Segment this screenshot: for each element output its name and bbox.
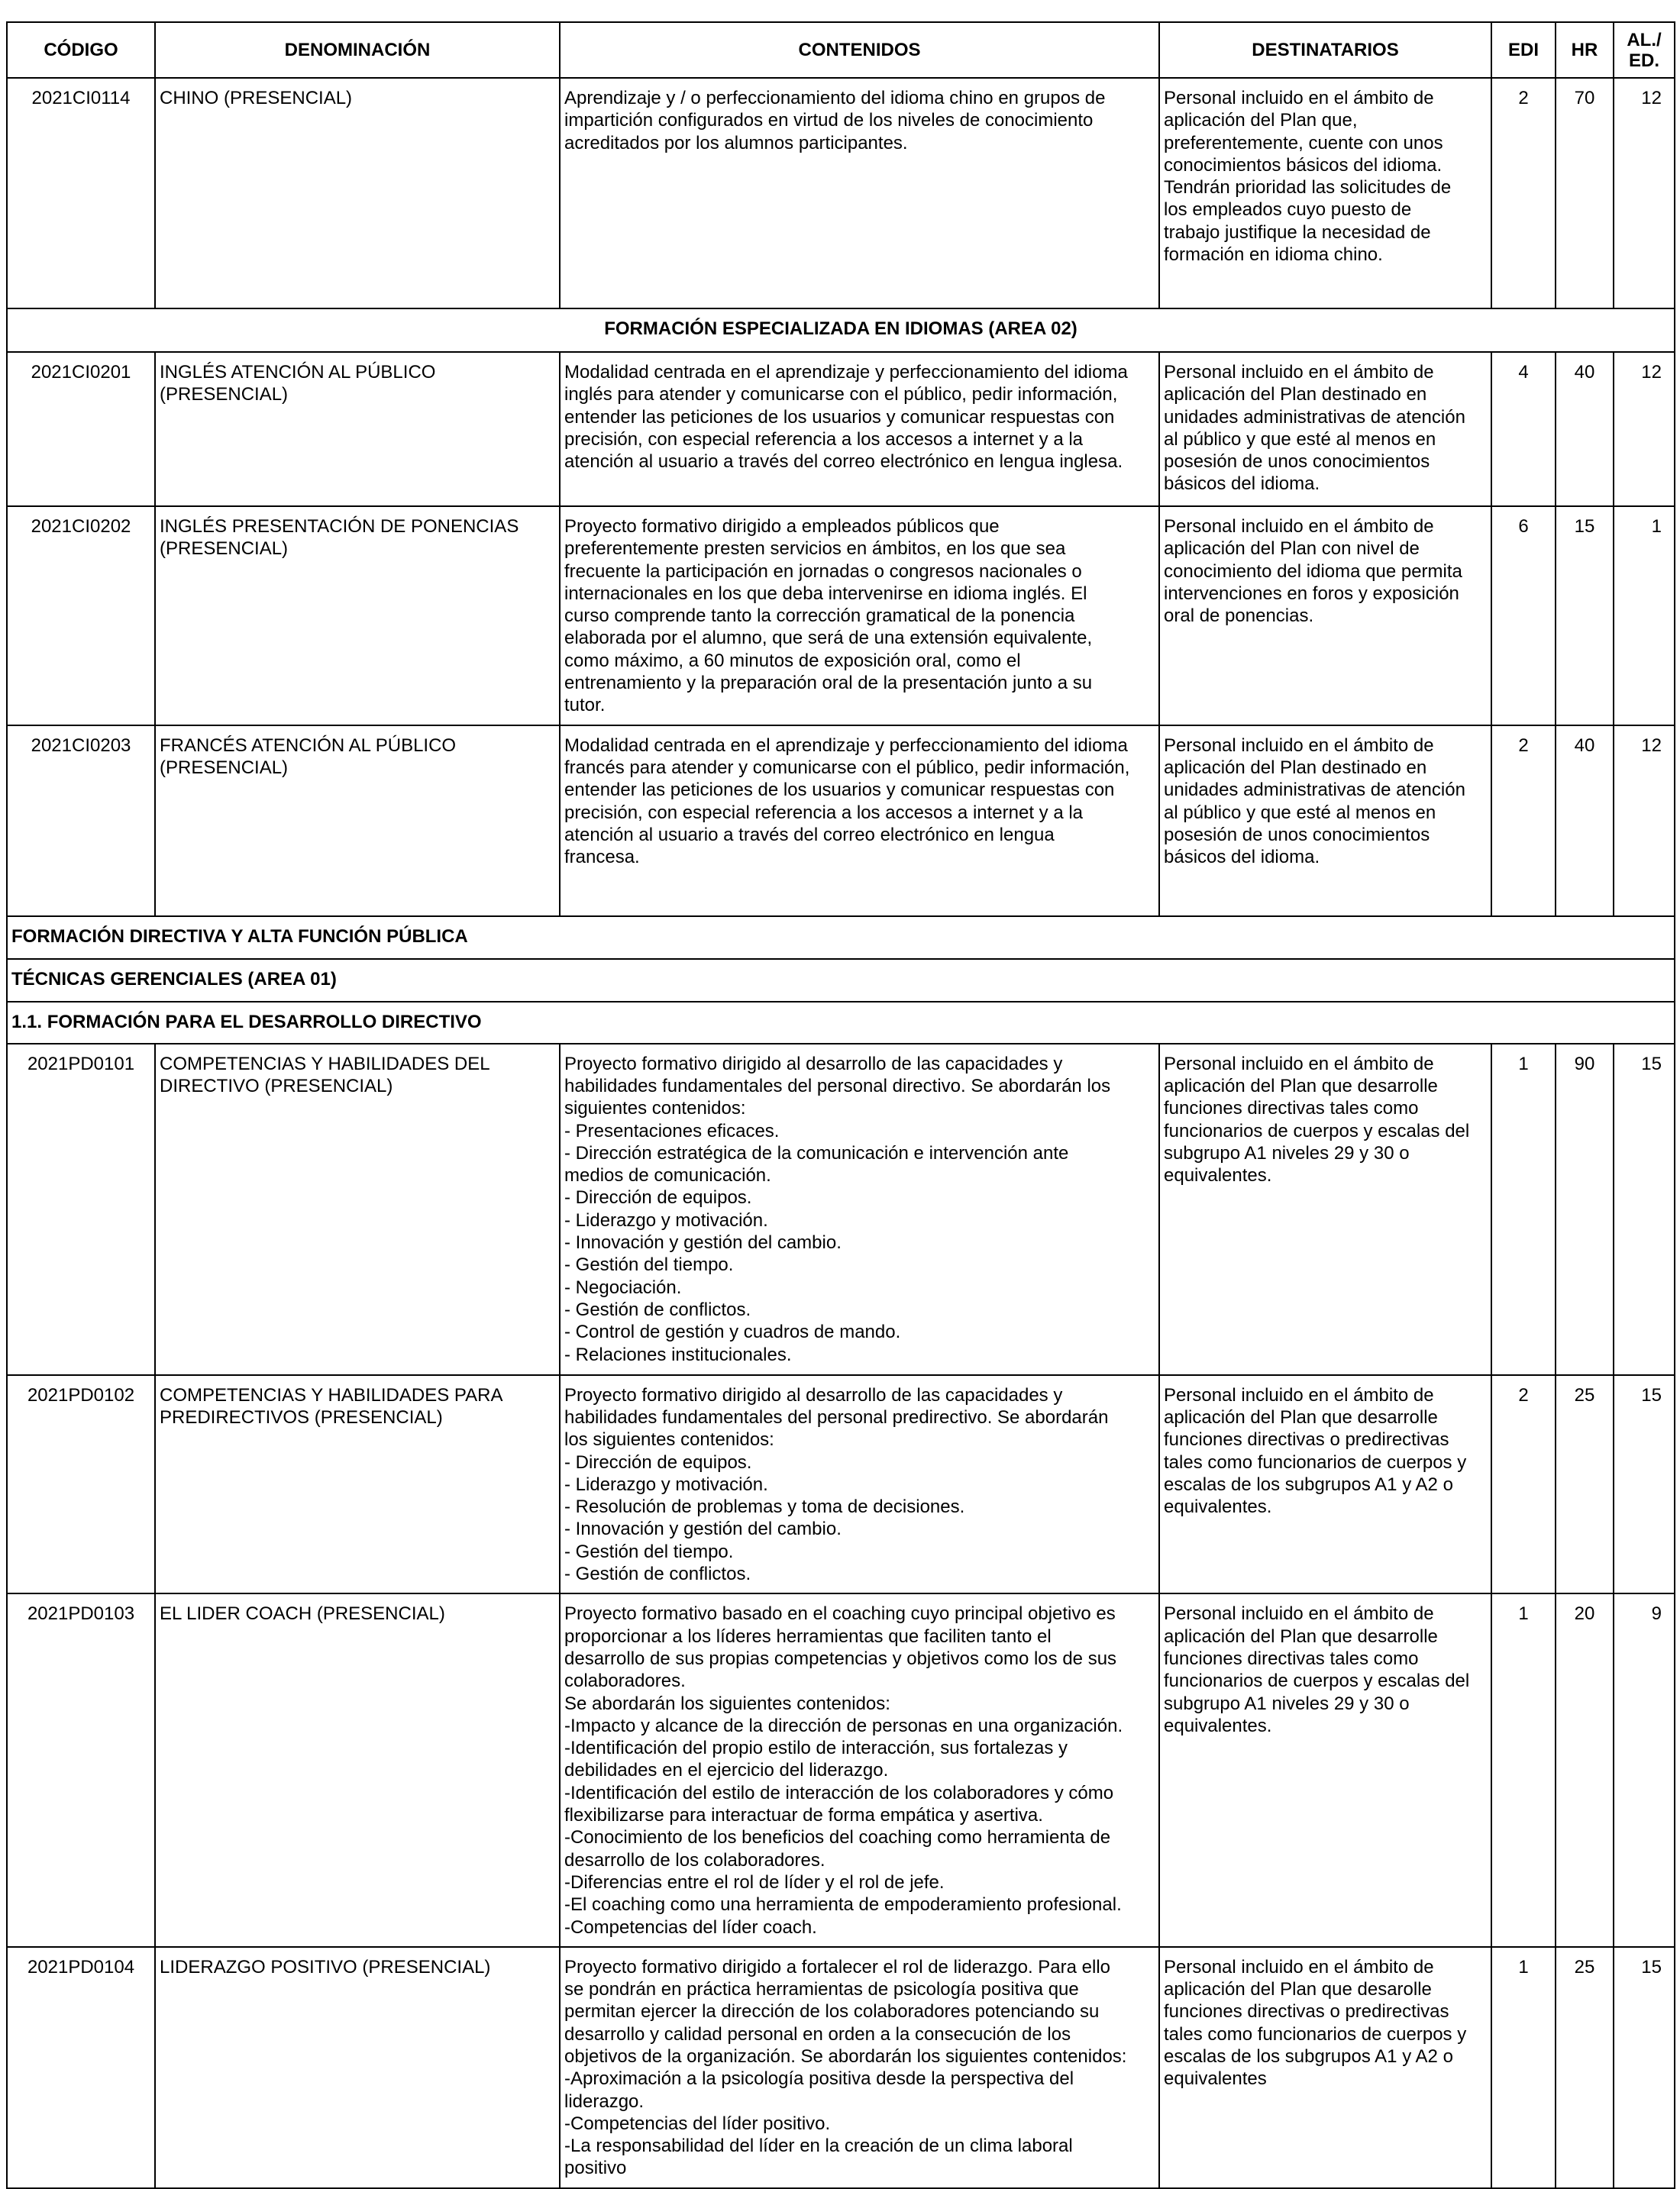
section-title: TÉCNICAS GERENCIALES (AREA 01) [7,959,1675,1002]
cell-hr: 20 [1556,1593,1614,1946]
section-row [7,916,1675,959]
table-row [7,1947,1675,2188]
cell-contenidos: Proyecto formativo dirigido al desarrollo de las capacidades y habilidades fundamentales del personal directivo. Se abordarán los siguientes contenidos: - Presentaciones eficaces. - Dirección estratégica de la comunicación e intervención ante medios de comunicación. - Dirección de equipos. - Liderazgo y motivación. - Innovación y gestión del cambio. - Gestión del tiempo. - Negociación. - Gestión de conflictos. - Control de gestión y cuadros de mando. - Relaciones institucionales. [560,1044,1159,1375]
cell-destinatarios: Personal incluido en el ámbito de aplicación del Plan que, preferentemente, cuente con unos conocimientos básicos del idioma. Tendrán prioridad las solicitudes de los empleados cuyo puesto de trabajo justifique la necesidad de formación en idioma chino. [1159,78,1491,308]
header-denominacion: DENOMINACIÓN [155,22,560,78]
cell-edi: 4 [1491,352,1556,506]
cell-contenidos: Proyecto formativo dirigido a empleados públicos que preferentemente presten servicios en ámbitos, en los que sea frecuente la participación en jornadas o congresos nacionales o internacionales en los que deba intervenirse en idioma inglés. El curso comprende tanto la corrección gramatical de la ponencia elaborada por el alumno, que será de una extensión equivalente, como máximo, a 60 minutos de exposición oral, como el entrenamiento y la preparación oral de la presentación junto a su tutor. [560,506,1159,725]
cell-al-ed: 15 [1614,1947,1675,2188]
cell-denominacion: LIDERAZGO POSITIVO (PRESENCIAL) [155,1947,560,2188]
cell-hr: 90 [1556,1044,1614,1375]
cell-denominacion: FRANCÉS ATENCIÓN AL PÚBLICO (PRESENCIAL) [155,725,560,916]
cell-hr: 15 [1556,506,1614,725]
header-edi: EDI [1491,22,1556,78]
header-codigo: CÓDIGO [7,22,155,78]
cell-codigo: 2021PD0102 [7,1375,155,1594]
cell-edi: 1 [1491,1947,1556,2188]
cell-hr: 40 [1556,725,1614,916]
cell-al-ed: 15 [1614,1375,1675,1594]
cell-edi: 6 [1491,506,1556,725]
cell-codigo: 2021CI0202 [7,506,155,725]
cell-hr: 25 [1556,1947,1614,2188]
table-row [7,506,1675,725]
cell-al-ed: 12 [1614,725,1675,916]
cell-destinatarios: Personal incluido en el ámbito de aplicación del Plan con nivel de conocimiento del idioma que permita intervenciones en foros y exposición oral de ponencias. [1159,506,1491,725]
table-row [7,725,1675,916]
cell-contenidos: Proyecto formativo dirigido a fortalecer el rol de liderazgo. Para ello se pondrán en práctica herramientas de psicología positiva que permitan ejercer la dirección de los colaboradores potenciando su desarrollo y calidad personal en orden a la consecución de los objetivos de la organización. Se abordarán los siguientes contenidos: -Aproximación a la psicología positiva desde la perspectiva del liderazgo. -Competencias del líder positivo. -La responsabilidad del líder en la creación de un clima laboral positivo [560,1947,1159,2188]
cell-hr: 70 [1556,78,1614,308]
cell-edi: 1 [1491,1044,1556,1375]
cell-contenidos: Modalidad centrada en el aprendizaje y perfeccionamiento del idioma francés para atender y comunicarse con el público, pedir información, entender las peticiones de los usuarios y comunicar respuestas con precisión, con especial referencia a los accesos a internet y a la atención al usuario a través del correo electrónico en lengua francesa. [560,725,1159,916]
section-title: FORMACIÓN DIRECTIVA Y ALTA FUNCIÓN PÚBLICA [7,916,1675,959]
cell-hr: 40 [1556,352,1614,506]
cell-destinatarios: Personal incluido en el ámbito de aplicación del Plan que desarrolle funciones directivas o predirectivas tales como funcionarios de cuerpos y escalas de los subgrupos A1 y A2 o equivalentes. [1159,1375,1491,1594]
cell-codigo: 2021PD0103 [7,1593,155,1946]
cell-codigo: 2021PD0104 [7,1947,155,2188]
cell-destinatarios: Personal incluido en el ámbito de aplicación del Plan que desarrolle funciones directivas tales como funcionarios de cuerpos y escalas del subgrupo A1 niveles 29 y 30 o equivalentes. [1159,1044,1491,1375]
cell-codigo: 2021CI0114 [7,78,155,308]
cell-hr: 25 [1556,1375,1614,1594]
table-header-row [7,22,1675,78]
header-destinatarios: DESTINATARIOS [1159,22,1491,78]
section-row [7,308,1675,352]
cell-contenidos: Aprendizaje y / o perfeccionamiento del idioma chino en grupos de impartición configurados en virtud de los niveles de conocimiento acreditados por los alumnos participantes. [560,78,1159,308]
cell-edi: 2 [1491,78,1556,308]
cell-denominacion: INGLÉS ATENCIÓN AL PÚBLICO (PRESENCIAL) [155,352,560,506]
cell-codigo: 2021CI0201 [7,352,155,506]
table-row [7,352,1675,506]
cell-denominacion: COMPETENCIAS Y HABILIDADES DEL DIRECTIVO (PRESENCIAL) [155,1044,560,1375]
header-al-ed: AL./ ED. [1614,22,1675,78]
section-row [7,959,1675,1002]
cell-edi: 1 [1491,1593,1556,1946]
section-title: FORMACIÓN ESPECIALIZADA EN IDIOMAS (AREA 02) [7,308,1675,352]
section-title: 1.1. FORMACIÓN PARA EL DESARROLLO DIRECTIVO [7,1002,1675,1044]
table-row [7,1375,1675,1594]
course-table [6,21,1675,2189]
cell-al-ed: 15 [1614,1044,1675,1375]
header-contenidos: CONTENIDOS [560,22,1159,78]
cell-al-ed: 12 [1614,78,1675,308]
cell-destinatarios: Personal incluido en el ámbito de aplicación del Plan que desarolle funciones directivas o predirectivas tales como funcionarios de cuerpos y escalas de los subgrupos A1 y A2 o equivalentes [1159,1947,1491,2188]
table-row [7,1593,1675,1946]
cell-destinatarios: Personal incluido en el ámbito de aplicación del Plan destinado en unidades administrativas de atención al público y que esté al menos en posesión de unos conocimientos básicos del idioma. [1159,725,1491,916]
table-row [7,1044,1675,1375]
cell-al-ed: 1 [1614,506,1675,725]
cell-destinatarios: Personal incluido en el ámbito de aplicación del Plan destinado en unidades administrativas de atención al público y que esté al menos en posesión de unos conocimientos básicos del idioma. [1159,352,1491,506]
cell-denominacion: EL LIDER COACH (PRESENCIAL) [155,1593,560,1946]
cell-contenidos: Proyecto formativo basado en el coaching cuyo principal objetivo es proporcionar a los líderes herramientas que faciliten tanto el desarrollo de sus propias competencias y objetivos como los de sus colaboradores. Se abordarán los siguientes contenidos: -Impacto y alcance de la dirección de personas en una organización. -Identificación del propio estilo de interacción, sus fortalezas y debilidades en el ejercicio del liderazgo. -Identificación del estilo de interacción de los colaboradores y cómo flexibilizarse para interactuar de forma empática y asertiva. -Conocimiento de los beneficios del coaching como herramienta de desarrollo de los colaboradores. -Diferencias entre el rol de líder y el rol de jefe. -El coaching como una herramienta de empoderamiento profesional. -Competencias del líder coach. [560,1593,1159,1946]
cell-al-ed: 12 [1614,352,1675,506]
cell-denominacion: INGLÉS PRESENTACIÓN DE PONENCIAS (PRESENCIAL) [155,506,560,725]
cell-contenidos: Modalidad centrada en el aprendizaje y perfeccionamiento del idioma inglés para atender y comunicarse con el público, pedir información, entender las peticiones de los usuarios y comunicar respuestas con precisión, con especial referencia a los accesos a internet y a la atención al usuario a través del correo electrónico en lengua inglesa. [560,352,1159,506]
cell-denominacion: CHINO (PRESENCIAL) [155,78,560,308]
cell-codigo: 2021CI0203 [7,725,155,916]
cell-edi: 2 [1491,1375,1556,1594]
cell-edi: 2 [1491,725,1556,916]
cell-al-ed: 9 [1614,1593,1675,1946]
cell-destinatarios: Personal incluido en el ámbito de aplicación del Plan que desarrolle funciones directivas tales como funcionarios de cuerpos y escalas del subgrupo A1 niveles 29 y 30 o equivalentes. [1159,1593,1491,1946]
header-hr: HR [1556,22,1614,78]
cell-denominacion: COMPETENCIAS Y HABILIDADES PARA PREDIRECTIVOS (PRESENCIAL) [155,1375,560,1594]
section-row [7,1002,1675,1044]
cell-codigo: 2021PD0101 [7,1044,155,1375]
table-row [7,78,1675,308]
cell-contenidos: Proyecto formativo dirigido al desarrollo de las capacidades y habilidades fundamentales del personal predirectivo. Se abordarán los siguientes contenidos: - Dirección de equipos. - Liderazgo y motivación. - Resolución de problemas y toma de decisiones. - Innovación y gestión del cambio. - Gestión del tiempo. - Gestión de conflictos. [560,1375,1159,1594]
